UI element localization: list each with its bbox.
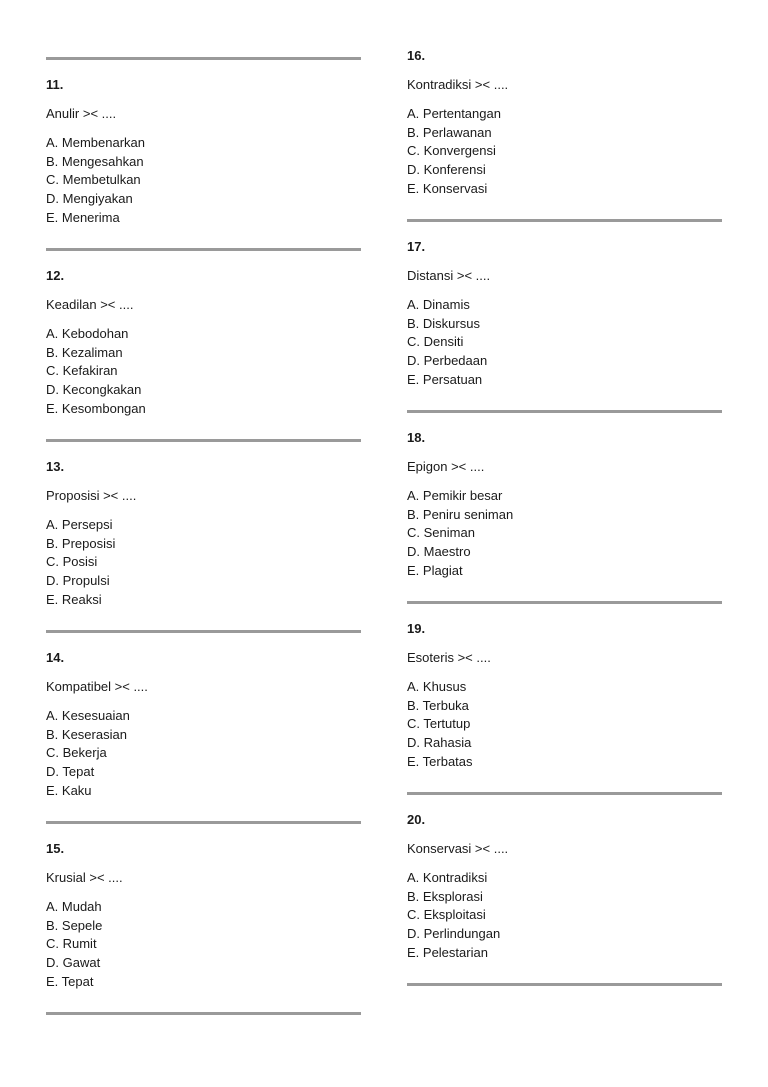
question-prompt: Konservasi >< .... — [407, 841, 509, 856]
divider-line — [46, 630, 361, 633]
answer-option: E. Pelestarian — [407, 944, 488, 960]
divider-line — [46, 439, 361, 442]
answer-option: D. Perbedaan — [407, 353, 488, 369]
question-number: 14. — [46, 650, 65, 665]
answer-option: C. Posisi — [46, 554, 98, 570]
answer-option: C. Bekerja — [46, 745, 107, 761]
answer-option: C. Tertutup — [407, 716, 471, 732]
question-number: 12. — [46, 268, 65, 283]
question-block — [407, 812, 722, 960]
option-list — [407, 869, 500, 963]
divider-line — [46, 248, 361, 251]
divider-line — [46, 1012, 361, 1015]
answer-option: B. Keserasian — [46, 726, 127, 742]
answer-option: E. Reaksi — [46, 591, 102, 607]
answer-option: A. Membenarkan — [46, 135, 145, 150]
answer-option: B. Diskursus — [407, 315, 480, 331]
answer-option: B. Peniru seniman — [407, 506, 514, 522]
question-block — [46, 650, 361, 798]
question-prompt: Krusial >< .... — [46, 870, 123, 885]
divider-line — [46, 57, 361, 60]
answer-option: C. Konvergensi — [407, 143, 496, 159]
divider-line — [407, 983, 722, 986]
option-list — [46, 898, 102, 992]
answer-option: B. Sepele — [46, 917, 103, 933]
answer-option: D. Tepat — [46, 764, 95, 780]
answer-option: A. Kesesuaian — [46, 708, 130, 723]
answer-option: D. Gawat — [46, 955, 101, 971]
answer-option: A. Kontradiksi — [407, 870, 488, 885]
answer-option: A. Pemikir besar — [407, 488, 503, 503]
question-block — [407, 430, 722, 578]
answer-option: A. Kebodohan — [46, 326, 129, 341]
answer-option: E. Persatuan — [407, 371, 483, 387]
question-block — [46, 77, 361, 225]
answer-option: D. Propulsi — [46, 573, 110, 589]
answer-option: B. Terbuka — [407, 697, 469, 713]
question-block — [407, 239, 722, 387]
question-number: 13. — [46, 459, 65, 474]
option-list — [46, 516, 115, 610]
option-list — [407, 678, 473, 772]
option-list — [407, 296, 487, 390]
answer-option: B. Perlawanan — [407, 124, 492, 140]
answer-option: D. Kecongkakan — [46, 382, 142, 398]
question-prompt: Proposisi >< .... — [46, 488, 137, 503]
answer-option: A. Khusus — [407, 679, 467, 694]
option-list — [46, 134, 145, 228]
question-number: 18. — [407, 430, 426, 445]
option-list — [46, 707, 130, 801]
answer-option: E. Tepat — [46, 973, 94, 989]
answer-option: B. Eksplorasi — [407, 888, 483, 904]
answer-option: C. Kefakiran — [46, 363, 118, 379]
answer-option: D. Perlindungan — [407, 926, 501, 942]
question-prompt: Epigon >< .... — [407, 459, 485, 474]
question-number: 15. — [46, 841, 65, 856]
question-block — [407, 48, 722, 196]
question-block — [46, 268, 361, 416]
answer-option: E. Menerima — [46, 209, 120, 225]
question-block — [407, 621, 722, 769]
question-number: 11. — [46, 77, 64, 92]
question-prompt: Distansi >< .... — [407, 268, 491, 283]
question-number: 16. — [407, 48, 426, 63]
answer-option: D. Mengiyakan — [46, 191, 133, 207]
question-number: 17. — [407, 239, 426, 254]
question-prompt: Anulir >< .... — [46, 106, 117, 121]
question-block — [46, 459, 361, 607]
answer-option: A. Persepsi — [46, 517, 113, 532]
question-prompt: Keadilan >< .... — [46, 297, 134, 312]
answer-option: A. Dinamis — [407, 297, 470, 312]
answer-option: C. Seniman — [407, 525, 475, 541]
answer-option: E. Plagiat — [407, 562, 463, 578]
answer-option: D. Maestro — [407, 544, 471, 560]
option-list — [46, 325, 146, 419]
question-number: 20. — [407, 812, 426, 827]
divider-line — [407, 219, 722, 222]
answer-option: C. Membetulkan — [46, 172, 141, 188]
answer-option: B. Kezaliman — [46, 344, 123, 360]
question-prompt: Kontradiksi >< .... — [407, 77, 509, 92]
divider-line — [407, 410, 722, 413]
divider-line — [407, 601, 722, 604]
question-prompt: Kompatibel >< .... — [46, 679, 148, 694]
option-list — [407, 487, 513, 581]
answer-option: A. Mudah — [46, 899, 102, 914]
question-block — [46, 841, 361, 989]
answer-option: E. Kaku — [46, 782, 92, 798]
answer-option: D. Konferensi — [407, 162, 486, 178]
answer-option: B. Mengesahkan — [46, 153, 144, 169]
answer-option: D. Rahasia — [407, 735, 472, 751]
divider-line — [407, 792, 722, 795]
divider-line — [46, 821, 361, 824]
answer-option: C. Rumit — [46, 936, 97, 952]
answer-option: C. Densiti — [407, 334, 464, 350]
answer-option: B. Preposisi — [46, 535, 116, 551]
answer-option: C. Eksploitasi — [407, 907, 486, 923]
question-prompt: Esoteris >< .... — [407, 650, 491, 665]
answer-option: E. Kesombongan — [46, 400, 146, 416]
answer-option: A. Pertentangan — [407, 106, 501, 121]
option-list — [407, 105, 501, 199]
answer-option: E. Konservasi — [407, 180, 488, 196]
answer-option: E. Terbatas — [407, 753, 473, 769]
question-number: 19. — [407, 621, 426, 636]
